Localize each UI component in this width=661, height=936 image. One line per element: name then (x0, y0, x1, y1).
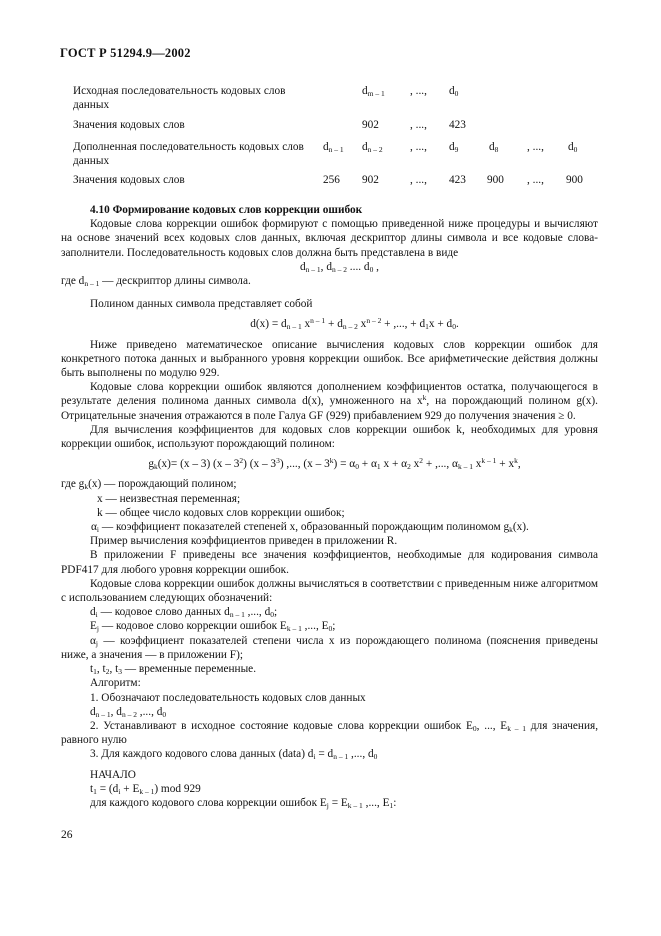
paragraph: Кодовые слова коррекции ошибок являются дополнением коэффициентов остатка, получающегося в результате деления полинома данных символа d(x), умноженного на $x^k$, на порождающий полином g(x). Отрицательные значения отражаются в поле Галуа GF (929) прибавлением 929 до получения значения ≥ 0. (61, 381, 598, 422)
formula-generator: $g_k(x)= (x - 3)$ $(x - 3^2)$ $(x - 3^3)$ ,..., $(x - 3^k) = \alpha_0 + \alpha_1$ $x + \alpha_2$ $x^2$ + ,..., $\alpha_{k - 1}$ $x^{k - 1} + x^k$, (148, 456, 521, 472)
table-cell: $d_{n - 1}$ (323, 141, 344, 154)
table-cell: $d_{n - 2}$ (362, 141, 383, 154)
paragraph: Пример вычисления коэффициентов приведен в приложении R. (90, 535, 398, 548)
table-cell: $d_9$ (449, 141, 459, 154)
table-cell: 900 (566, 174, 583, 186)
table-cell: $d_{m - 1}$ (362, 85, 385, 98)
algorithm-sequence: $d_{n - 1}$, $d_{n - 2}$ ,..., $d_0$ (90, 705, 167, 719)
paragraph: Для вычисления коэффициентов для кодовых слов коррекции ошибок k, необходимых для уровня коррекции ошибок, используют порождающий полином: (61, 423, 598, 451)
notation-line: $d_i$ — кодовое слово данных $d_{n - 1}$ ,..., $d_0$; (90, 606, 278, 620)
paragraph: В приложении F приведены все значения коэффициентов, необходимые для кодирования символа PDF417 для любого уровня коррекции ошибок. (61, 549, 598, 576)
algorithm-step: 2. Устанавливают в исходное состояние кодовые слова коррекции ошибок $E_0$, ..., $E_{k - 1}$ для значения, равного нулю (61, 719, 599, 747)
table-cell: $d_0$ (449, 85, 459, 98)
table-cell: 256 (323, 174, 340, 186)
definition-line: где $g_k(x)$ — порождающий полином; (61, 478, 237, 492)
algorithm-label: Алгоритм: (90, 677, 141, 690)
formula-polynomial: $d(x) = d_{n - 1}$ $x^{n - 1} + d_{n - 2}$ $x^{n - 2}$ + ,..., + $d_1x + d_0$. (250, 316, 459, 332)
section-body (61, 203, 598, 810)
table-cell: , ..., (527, 174, 544, 186)
algorithm-step: 1. Обозначают последовательность кодовых слов данных (90, 691, 366, 704)
definition-line: x — неизвестная переменная; (97, 492, 241, 505)
notation-line: $\alpha_j$ — коэффициент показателей степени числа x из порождающего полинома (пояснения приведены ниже, а значения — в приложении F); (61, 634, 598, 661)
definition-line: $\alpha_i$ — коэффициент показателей степеней x, образованный порождающим полиномом $g_k(x)$. (91, 521, 529, 535)
table-row-label: Значения кодовых слов (73, 174, 185, 186)
paragraph: Кодовые слова коррекции ошибок должны вычисляться в соответствии с приведенным ниже алгоритмом с использованием следующих обозначений: (61, 577, 598, 605)
table-row-label: Дополненная последовательность кодовых слов данных (73, 141, 304, 167)
algorithm-step: 3. Для каждого кодового слова данных (data) $d_i = d_{n - 1}$ ,..., $d_0$ (90, 748, 378, 762)
table-cell: $d_8$ (489, 141, 499, 154)
document-header: ГОСТ Р 51294.9—2002 (60, 46, 191, 60)
table-cell: , ..., (410, 85, 427, 97)
table-cell: 902 (362, 174, 379, 186)
page-number: 26 (61, 829, 73, 841)
notation-line: $E_j$ — кодовое слово коррекции ошибок $E_{k - 1}$ ,..., $E_0$; (90, 620, 336, 634)
table-cell: , ..., (410, 141, 427, 153)
paragraph: Ниже приведено математическое описание вычисления кодовых слов коррекции ошибок для конкретного потока данных и выбранного уровня коррекции ошибок. Все арифметические действия должны быть выполнены по модулю 929. (61, 338, 598, 380)
table-cell: , ..., (410, 119, 427, 131)
table-cell: 423 (449, 174, 466, 186)
table-row-label: Значения кодовых слов (73, 119, 185, 131)
table-row-label: Исходная последовательность кодовых слов данных (73, 85, 286, 111)
table-cell: 423 (449, 119, 466, 131)
algorithm-line: для каждого кодового слова коррекции ошибок $E_j = E_{k - 1}$ ,..., $E_1$: (90, 796, 397, 810)
section-heading: 4.10 Формирование кодовых слов коррекции ошибок (90, 204, 363, 216)
algorithm-start: НАЧАЛО (90, 768, 136, 781)
table-cell: 900 (487, 174, 504, 186)
paragraph: Полином данных символа представляет собой (90, 298, 313, 311)
notation-line: $t_1$, $t_2$, $t_3$ — временные переменные. (90, 663, 257, 677)
definition-line: k — общее число кодовых слов коррекции ошибок; (97, 506, 345, 519)
table-cell: , ..., (527, 141, 544, 153)
table-cell: $d_0$ (568, 141, 578, 154)
paragraph: Кодовые слова коррекции ошибок формируют с помощью приведенной ниже процедуры и вычисляют на основе значений всех кодовых слов данных, включая дескриптор длины символа и все кодовые слова-заполнители. Последовательность кодовых слов должна быть представлена в виде (61, 218, 598, 259)
table-cell: , ..., (410, 174, 427, 186)
formula-sequence: $d_{n - 1}$, $d_{n - 2}$ .... $d_0$ , (300, 260, 379, 274)
algorithm-line: $t_1 = (d_i + E_{k - 1})$ mod 929 (90, 782, 201, 796)
paragraph: где $d_{n - 1}$ — дескриптор длины символа. (61, 275, 251, 289)
table-cell: 902 (362, 119, 379, 131)
